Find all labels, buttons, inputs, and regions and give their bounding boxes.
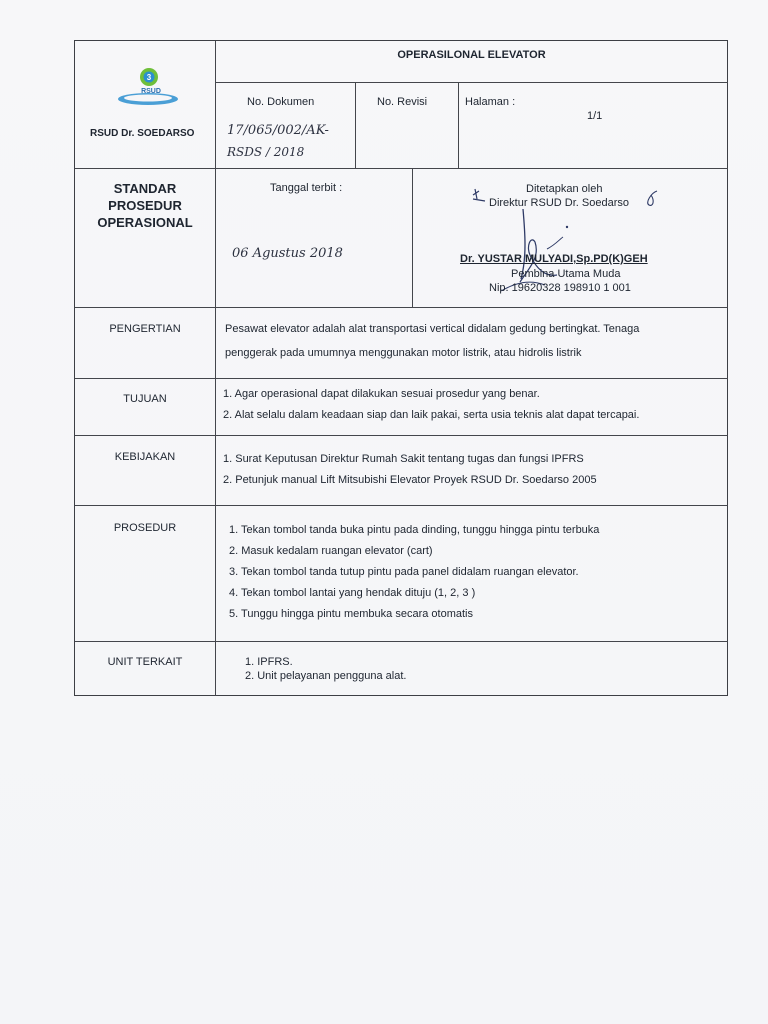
doc-no-divider	[355, 82, 356, 168]
doc-no-value-line2: RSDS / 2018	[227, 145, 305, 159]
director-rank: Pembina Utama Muda	[511, 268, 621, 280]
unit-terkait-item: 2. Unit pelayanan pengguna alat.	[245, 670, 407, 682]
kebijakan-divider	[75, 505, 728, 506]
date-label: Tanggal terbit :	[270, 182, 343, 194]
approved-line1: Ditetapkan oleh	[526, 183, 603, 195]
prosedur-item: 3. Tekan tombol tanda tutup pintu pada panel didalam ruangan elevator.	[229, 566, 579, 578]
revision-label: No. Revisi	[377, 96, 428, 108]
unit-terkait-label: UNIT TERKAIT	[107, 656, 183, 668]
page-value: 1/1	[587, 110, 603, 122]
prosedur-item: 5. Tunggu hingga pintu membuka secara otomatis	[229, 608, 473, 620]
sop-document-table	[74, 40, 728, 696]
tujuan-item: 1. Agar operasional dapat dilakukan sesuai prosedur yang benar.	[223, 388, 540, 400]
sop-divider	[75, 307, 728, 308]
kebijakan-item: 2. Petunjuk manual Lift Mitsubishi Elevator Proyek RSUD Dr. Soedarso 2005	[223, 474, 597, 486]
date-divider	[412, 168, 413, 307]
header-divider	[75, 168, 728, 169]
tujuan-divider	[75, 435, 728, 436]
pengertian-divider	[75, 378, 728, 379]
date-value: 06 Agustus 2018	[232, 246, 343, 261]
page-label: Halaman :	[465, 96, 516, 108]
svg-text:3: 3	[146, 73, 152, 82]
institution-name: RSUD Dr. SOEDARSO	[90, 128, 195, 139]
prosedur-item: 4. Tekan tombol lantai yang hendak dituju (1, 2, 3 )	[229, 587, 476, 599]
pengertian-label: PENGERTIAN	[109, 323, 181, 335]
doc-no-label: No. Dokumen	[247, 96, 315, 108]
revision-divider	[458, 82, 459, 168]
rsud-logo	[117, 65, 179, 109]
pengertian-text-line1: Pesawat elevator adalah alat transportasi vertical didalam gedung bertingkat. Tenaga	[225, 323, 640, 335]
director-nip: Nip. 19620328 198910 1 001	[489, 282, 631, 294]
sop-title-line1: STANDAR	[113, 181, 177, 196]
kebijakan-item: 1. Surat Keputusan Direktur Rumah Sakit tentang tugas dan fungsi IPFRS	[223, 453, 584, 465]
sop-title-line3: OPERASIONAL	[97, 215, 193, 230]
column-divider	[215, 41, 216, 696]
doc-no-value-line1: 17/065/002/AK-	[227, 123, 329, 138]
prosedur-divider	[75, 641, 728, 642]
unit-terkait-item: 1. IPFRS.	[245, 656, 293, 668]
document-title: OPERASILONAL ELEVATOR	[397, 49, 546, 61]
svg-text:RSUD: RSUD	[141, 88, 161, 95]
prosedur-label: PROSEDUR	[113, 522, 177, 534]
approved-line2: Direktur RSUD Dr. Soedarso	[489, 197, 629, 209]
prosedur-item: 2. Masuk kedalam ruangan elevator (cart)	[229, 545, 433, 557]
kebijakan-label: KEBIJAKAN	[114, 451, 176, 463]
title-divider	[215, 82, 728, 83]
sop-title-line2: PROSEDUR	[108, 198, 182, 213]
tujuan-label: TUJUAN	[123, 393, 167, 405]
prosedur-item: 1. Tekan tombol tanda buka pintu pada dinding, tunggu hingga pintu terbuka	[229, 524, 600, 536]
director-name: Dr. YUSTAR MULYADI,Sp.PD(K)GEH	[460, 253, 648, 265]
pengertian-text-line2: penggerak pada umumnya menggunakan motor listrik, atau hidrolis listrik	[225, 347, 582, 359]
tujuan-item: 2. Alat selalu dalam keadaan siap dan laik pakai, serta usia teknis alat dapat tercapai.	[223, 409, 640, 421]
